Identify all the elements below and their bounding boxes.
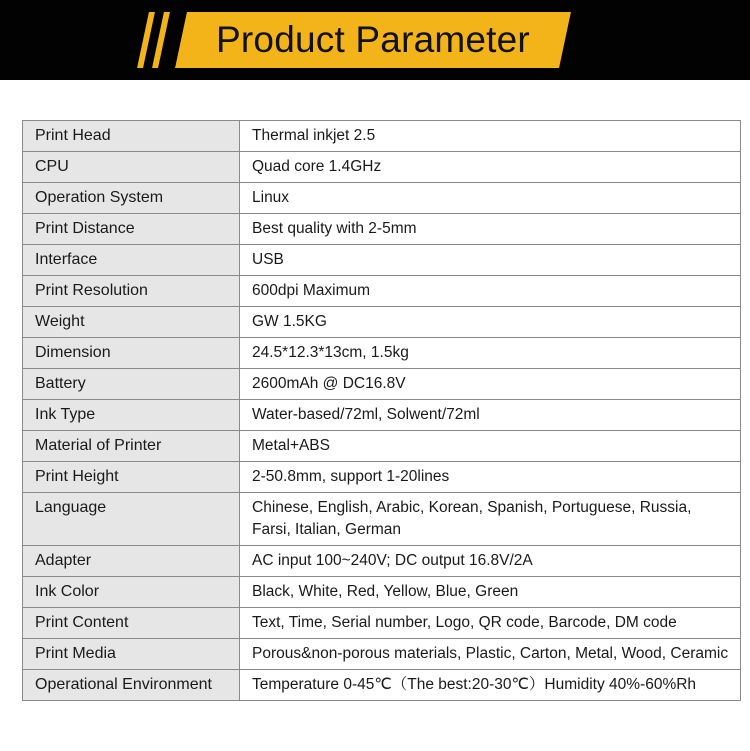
table-row bbox=[23, 431, 741, 462]
param-value: Best quality with 2-5mm bbox=[240, 214, 741, 245]
table-row bbox=[23, 493, 741, 546]
table-row bbox=[23, 462, 741, 493]
param-value: Black, White, Red, Yellow, Blue, Green bbox=[240, 577, 741, 608]
param-value: GW 1.5KG bbox=[240, 307, 741, 338]
param-label: Material of Printer bbox=[23, 431, 240, 462]
accent-stripe bbox=[137, 12, 155, 68]
param-value: Metal+ABS bbox=[240, 431, 741, 462]
param-value: 600dpi Maximum bbox=[240, 276, 741, 307]
table-row bbox=[23, 546, 741, 577]
table-row bbox=[23, 276, 741, 307]
param-label: Print Media bbox=[23, 639, 240, 670]
param-value: 2600mAh @ DC16.8V bbox=[240, 369, 741, 400]
param-label: Adapter bbox=[23, 546, 240, 577]
param-label: Battery bbox=[23, 369, 240, 400]
param-value: 24.5*12.3*13cm, 1.5kg bbox=[240, 338, 741, 369]
param-label: Ink Type bbox=[23, 400, 240, 431]
param-label: Operation System bbox=[23, 183, 240, 214]
table-row bbox=[23, 214, 741, 245]
param-label: CPU bbox=[23, 152, 240, 183]
param-label: Print Head bbox=[23, 121, 240, 152]
table-row bbox=[23, 400, 741, 431]
param-value: Quad core 1.4GHz bbox=[240, 152, 741, 183]
header-banner bbox=[0, 0, 750, 80]
param-value: Water-based/72ml, Solwent/72ml bbox=[240, 400, 741, 431]
table-row bbox=[23, 369, 741, 400]
table-row bbox=[23, 577, 741, 608]
param-label: Print Height bbox=[23, 462, 240, 493]
param-label: Weight bbox=[23, 307, 240, 338]
table-row bbox=[23, 670, 741, 701]
table-row bbox=[23, 307, 741, 338]
param-label: Print Distance bbox=[23, 214, 240, 245]
table-row bbox=[23, 121, 741, 152]
param-label: Ink Color bbox=[23, 577, 240, 608]
param-value: Thermal inkjet 2.5 bbox=[240, 121, 741, 152]
page-title: Product Parameter bbox=[216, 19, 530, 60]
param-value: Temperature 0-45℃（The best:20-30℃）Humidity 40%-60%Rh bbox=[240, 670, 741, 701]
table-row bbox=[23, 152, 741, 183]
param-value: Porous&non-porous materials, Plastic, Carton, Metal, Wood, Ceramic bbox=[240, 639, 741, 670]
param-label: Print Resolution bbox=[23, 276, 240, 307]
param-value: Text, Time, Serial number, Logo, QR code, Barcode, DM code bbox=[240, 608, 741, 639]
param-value: Linux bbox=[240, 183, 741, 214]
param-label: Operational Environment bbox=[23, 670, 240, 701]
param-value: Chinese, English, Arabic, Korean, Spanish, Portuguese, Russia, Farsi, Italian, German bbox=[240, 493, 741, 546]
param-label: Language bbox=[23, 493, 240, 546]
accent-stripe bbox=[152, 12, 170, 68]
param-label: Dimension bbox=[23, 338, 240, 369]
param-value: 2-50.8mm, support 1-20lines bbox=[240, 462, 741, 493]
param-label: Print Content bbox=[23, 608, 240, 639]
table-row bbox=[23, 639, 741, 670]
param-label: Interface bbox=[23, 245, 240, 276]
param-value: AC input 100~240V; DC output 16.8V/2A bbox=[240, 546, 741, 577]
table-row bbox=[23, 183, 741, 214]
table-row bbox=[23, 245, 741, 276]
table-row bbox=[23, 338, 741, 369]
parameter-table bbox=[22, 120, 741, 701]
table-row bbox=[23, 608, 741, 639]
param-value: USB bbox=[240, 245, 741, 276]
